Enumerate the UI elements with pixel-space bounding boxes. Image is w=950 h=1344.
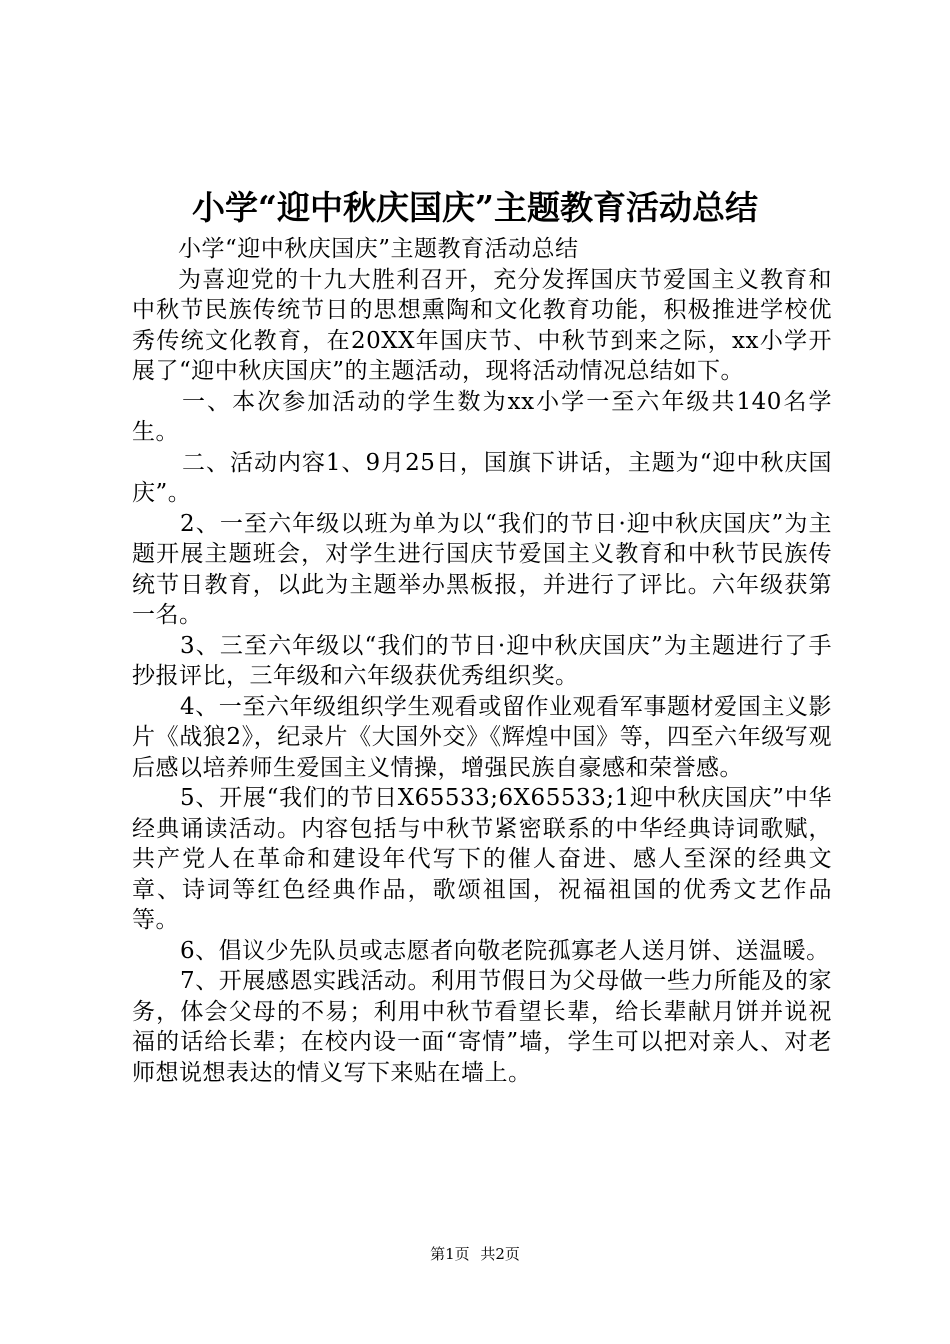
paragraph-intro: 为喜迎党的十九大胜利召开，充分发挥国庆节爱国主义教育和中秋节民族传统节日的思想熏陶和文化教育功能，积极推进学校优秀传统文化教育，在20XX年国庆节、中秋节到来之际，xx小学开展了“迎中秋庆国庆”的主题活动，现将活动情况总结如下。 <box>132 266 832 384</box>
paragraph-item-2: 2、一至六年级以班为单为以“我们的节日·迎中秋庆国庆”为主题开展主题班会，对学生进行国庆节爱国主义教育和中秋节民族传统节日教育，以此为主题举办黑板报，并进行了评比。六年级获第一名。 <box>132 510 832 628</box>
page-number: 第1页 <box>430 1245 470 1263</box>
paragraph-section-2: 二、活动内容1、9月25日，国旗下讲话，主题为“迎中秋庆国庆”。 <box>132 449 832 506</box>
page-footer <box>0 1244 950 1264</box>
page-total: 共2页 <box>480 1245 520 1263</box>
paragraph-item-4: 4、一至六年级组织学生观看或留作业观看军事题材爱国主义影片《战狼2》，纪录片《大国外交》《辉煌中国》等，四至六年级写观后感以培养师生爱国主义情操，增强民族自豪感和荣誉感。 <box>132 693 832 781</box>
paragraph-item-7: 7、开展感恩实践活动。利用节假日为父母做一些力所能及的家务，体会父母的不易；利用中秋节看望长辈，给长辈献月饼并说祝福的话给长辈；在校内设一面“寄情”墙，学生可以把对亲人、对老师想说想表达的情义写下来贴在墙上。 <box>132 968 832 1086</box>
paragraph-section-1: 一、本次参加活动的学生数为xx小学一至六年级共140名学生。 <box>132 388 832 445</box>
document-title: 小学“迎中秋庆国庆”主题教育活动总结 <box>192 188 758 227</box>
paragraph-item-3: 3、三至六年级以“我们的节日·迎中秋庆国庆”为主题进行了手抄报评比，三年级和六年级获优秀组织奖。 <box>132 632 832 689</box>
paragraph-item-5: 5、开展“我们的节日X65533;6X65533;1迎中秋庆国庆”中华经典诵读活动。内容包括与中秋节紧密联系的中华经典诗词歌赋，共产党人在革命和建设年代写下的催人奋进、感人至深的经典文章、诗词等红色经典作品，歌颂祖国，祝福祖国的优秀文艺作品等。 <box>132 785 832 933</box>
paragraph-item-6: 6、倡议少先队员或志愿者向敬老院孤寡老人送月饼、送温暖。 <box>180 937 830 964</box>
paragraph-subtitle: 小学“迎中秋庆国庆”主题教育活动总结 <box>178 236 579 262</box>
document-body <box>132 234 832 1088</box>
